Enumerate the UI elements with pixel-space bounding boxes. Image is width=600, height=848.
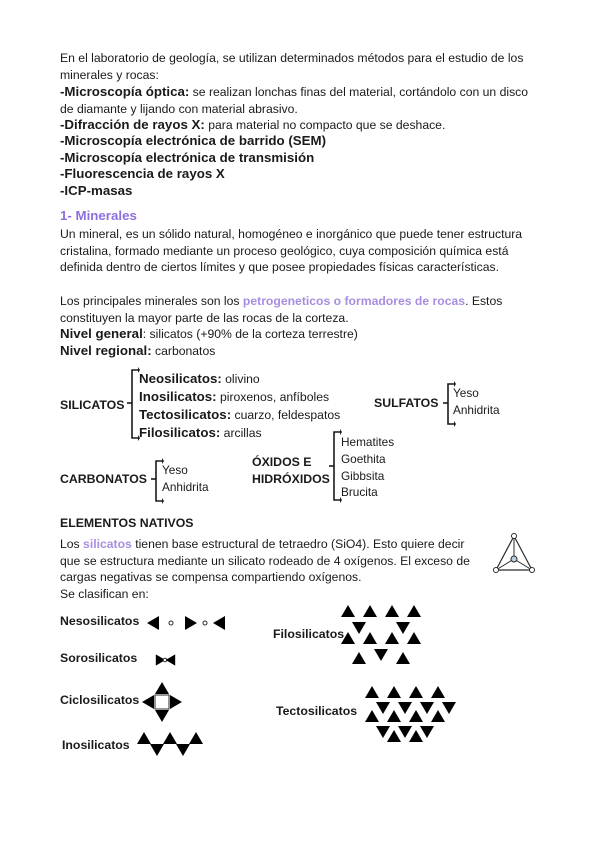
method-label: -Difracción de rayos X:	[60, 117, 205, 132]
silicatos-item	[139, 370, 340, 388]
elementos-nativos-title: ELEMENTOS NATIVOS	[60, 516, 194, 530]
oxidos-title	[252, 454, 330, 488]
method-label: -Microscopía electrónica de transmisión	[60, 150, 315, 165]
method-label: -ICP-masas	[60, 183, 133, 198]
sulfatos-list	[453, 385, 500, 419]
principal-pre: Los principales minerales son los	[60, 294, 243, 308]
silicatos-paragraph	[60, 536, 484, 586]
carbonatos-title: CARBONATOS	[60, 472, 147, 486]
method-desc: para material no compacto que se deshace.	[204, 118, 446, 132]
silicatos-item	[139, 406, 340, 424]
mineral-definition: Un mineral, es un sólido natural, homogéneo e inorgánico que puede tener estructura cristalina, formado mediante un proceso geológico, cuya composición química está definida dentro de ciertos límites y que posee propiedades físicas características.	[60, 227, 523, 275]
oxidos-item: Brucita	[341, 485, 378, 500]
silicatos-list	[139, 370, 340, 442]
silicatos-item-value: cuarzo, feldespatos	[231, 408, 341, 422]
method-fluorescencia	[60, 166, 540, 183]
nivel-regional	[60, 343, 540, 360]
silicatos-item-label: Inosilicatos:	[139, 389, 217, 404]
nivel-regional-value: carbonatos	[151, 344, 216, 358]
nivel-general-value: : silicatos (+90% de la corteza terrestre)	[142, 327, 358, 341]
se-clasifican: Se clasifican en:	[60, 587, 149, 601]
carbonatos-item: Anhidrita	[162, 479, 209, 494]
silicatos-pre: Los	[60, 537, 84, 551]
nivel-regional-label: Nivel regional:	[60, 343, 152, 358]
sulfatos-item: Yeso	[453, 386, 479, 400]
silicatos-item-label: Neosilicatos:	[139, 371, 222, 386]
method-desc: se realizan lonchas finas del material, cortándolo con un disco de diamante y lijando con material abrasivo.	[60, 85, 529, 116]
silicatos-item	[139, 388, 340, 406]
nivel-general-label: Nivel general	[60, 326, 143, 341]
carbonatos-item: Yeso	[162, 463, 188, 477]
filosilicatos-icon	[338, 602, 430, 672]
inosilicatos-icon	[134, 728, 208, 762]
silicatos-title: SILICATOS	[60, 398, 125, 412]
nesosilicatos-label: Nesosilicatos	[60, 614, 140, 628]
method-sem	[60, 133, 540, 150]
ciclosilicatos-icon	[142, 682, 182, 722]
oxidos-title-line: HIDRÓXIDOS	[252, 472, 330, 486]
silicatos-item-label: Tectosilicatos:	[139, 407, 232, 422]
oxidos-item: Goethita	[341, 451, 386, 466]
oxidos-item: Gibbsita	[341, 468, 385, 483]
filosilicatos-label: Filosilicatos	[273, 627, 345, 641]
method-icp	[60, 183, 540, 200]
ciclosilicatos-label: Ciclosilicatos	[60, 693, 140, 707]
silicatos-bracket	[124, 366, 140, 442]
sulfatos-title: SULFATOS	[374, 396, 439, 410]
petrogeneticos-highlight: petrogeneticos o formadores de rocas	[242, 294, 466, 308]
method-tem	[60, 150, 540, 167]
intro-text: En el laboratorio de geología, se utilizan determinados métodos para el estudio de los minerales y rocas:	[60, 51, 524, 82]
method-microscopia-optica	[60, 84, 540, 117]
nivel-general	[60, 326, 540, 343]
method-label: -Fluorescencia de rayos X	[60, 166, 225, 181]
principal-minerals	[60, 293, 540, 326]
method-label: -Microscopía electrónica de barrido (SEM)	[60, 133, 326, 148]
tectosilicatos-icon	[360, 684, 460, 746]
tectosilicatos-label: Tectosilicatos	[276, 704, 358, 718]
silicatos-highlight: silicatos	[83, 537, 132, 551]
silicatos-item-value: arcillas	[220, 426, 262, 440]
silicatos-item-value: olivino	[221, 372, 260, 386]
oxidos-item: Hematites	[341, 435, 395, 449]
section-title: 1- Minerales	[60, 208, 137, 223]
silicatos-item	[139, 424, 340, 442]
silicatos-item-value: piroxenos, anfíboles	[216, 390, 330, 404]
sorosilicatos-icon	[145, 645, 185, 675]
silicatos-item-label: Filosilicatos:	[139, 425, 221, 440]
tetrahedron-icon	[493, 533, 535, 575]
sorosilicatos-label: Sorosilicatos	[60, 651, 138, 665]
sulfatos-item: Anhidrita	[453, 402, 500, 417]
nesosilicatos-icon	[143, 611, 233, 635]
inosilicatos-label: Inosilicatos	[62, 738, 130, 752]
carbonatos-list	[162, 462, 209, 496]
principal-post: . Estos constituyen la mayor parte de las rocas de la corteza.	[60, 294, 503, 325]
silicatos-post: tienen base estructural de tetraedro (SiO4). Esto quiere decir que se estructura mediante un silicato rodeado de 4 oxígenos. El exceso de cargas negativas se compensa compartiendo oxígenos.	[60, 537, 470, 585]
method-difraccion	[60, 117, 540, 134]
oxidos-title-line: ÓXIDOS E	[252, 455, 312, 469]
oxidos-bracket	[326, 428, 342, 504]
oxidos-list	[341, 434, 394, 501]
method-label: -Microscopía óptica:	[60, 84, 190, 99]
